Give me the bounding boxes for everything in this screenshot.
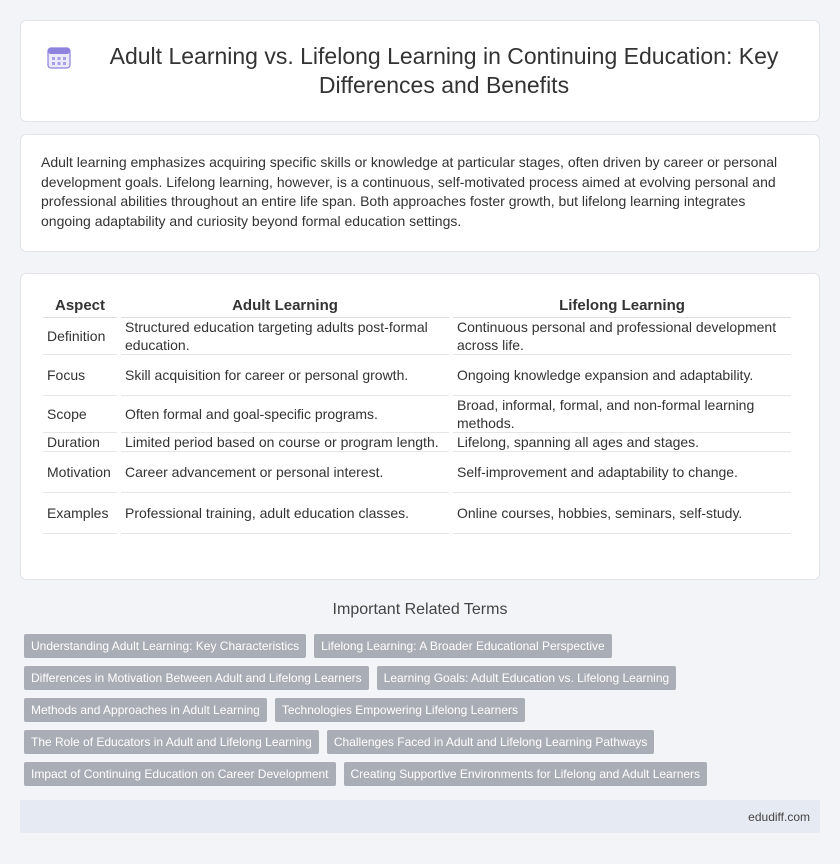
intro-paragraph: Adult learning emphasizes acquiring specific skills or knowledge at particular stages, often driven by career or personal development goals. Lifelong learning, however, is a continuous, self-motivated process aimed at evolving personal and professional abilities throughout an entire life span. Both approaches foster growth, but lifelong learning integrates ongoing adaptability and curiosity beyond formal education settings. xyxy=(41,154,778,229)
title-card xyxy=(20,20,820,122)
table-cell: Focus xyxy=(43,355,117,396)
related-term-tag[interactable]: The Role of Educators in Adult and Lifelong Learning xyxy=(24,730,319,754)
footer xyxy=(20,800,820,833)
tag-row xyxy=(24,634,824,658)
related-term-tag[interactable]: Creating Supportive Environments for Lifelong and Adult Learners xyxy=(344,762,708,786)
table-row xyxy=(43,355,791,396)
header-adult-learning: Adult Learning xyxy=(121,294,449,318)
related-term-tag[interactable]: Technologies Empowering Lifelong Learners xyxy=(275,698,525,722)
related-terms-tags xyxy=(24,634,824,794)
footer-site-link[interactable]: edudiff.com xyxy=(748,810,810,824)
table-cell: Broad, informal, formal, and non-formal learning methods. xyxy=(453,396,791,433)
table-cell: Motivation xyxy=(43,452,117,493)
table-cell: Career advancement or personal interest. xyxy=(121,452,449,493)
table-cell: Limited period based on course or program length. xyxy=(121,433,449,452)
tag-row xyxy=(24,762,824,786)
table-row xyxy=(43,493,791,534)
comparison-table-card xyxy=(20,273,820,580)
table-cell: Online courses, hobbies, seminars, self-study. xyxy=(453,493,791,534)
table-row xyxy=(43,452,791,493)
table-cell: Definition xyxy=(43,318,117,355)
intro-card xyxy=(20,134,820,252)
table-row xyxy=(43,396,791,433)
comparison-table xyxy=(39,294,795,534)
related-term-tag[interactable]: Differences in Motivation Between Adult and Lifelong Learners xyxy=(24,666,369,690)
related-terms-title: Important Related Terms xyxy=(332,601,508,618)
tag-row xyxy=(24,730,824,754)
related-term-tag[interactable]: Understanding Adult Learning: Key Characteristics xyxy=(24,634,306,658)
tag-row xyxy=(24,666,824,690)
table-cell: Often formal and goal-specific programs. xyxy=(121,396,449,433)
table-cell: Ongoing knowledge expansion and adaptability. xyxy=(453,355,791,396)
tag-row xyxy=(24,698,824,722)
header-aspect: Aspect xyxy=(43,294,117,318)
related-term-tag[interactable]: Methods and Approaches in Adult Learning xyxy=(24,698,267,722)
table-cell: Skill acquisition for career or personal growth. xyxy=(121,355,449,396)
table-header-row xyxy=(43,294,791,318)
table-cell: Lifelong, spanning all ages and stages. xyxy=(453,433,791,452)
table-cell: Structured education targeting adults post-formal education. xyxy=(121,318,449,355)
header-lifelong-learning: Lifelong Learning xyxy=(453,294,791,318)
table-cell: Duration xyxy=(43,433,117,452)
table-cell: Scope xyxy=(43,396,117,433)
table-cell: Self-improvement and adaptability to change. xyxy=(453,452,791,493)
table-cell: Continuous personal and professional development across life. xyxy=(453,318,791,355)
table-cell: Examples xyxy=(43,493,117,534)
related-term-tag[interactable]: Impact of Continuing Education on Career Development xyxy=(24,762,336,786)
table-row xyxy=(43,433,791,452)
table-cell: Professional training, adult education classes. xyxy=(121,493,449,534)
table-row xyxy=(43,318,791,355)
related-term-tag[interactable]: Lifelong Learning: A Broader Educational Perspective xyxy=(314,634,612,658)
related-term-tag[interactable]: Learning Goals: Adult Education vs. Lifelong Learning xyxy=(377,666,677,690)
page-title: Adult Learning vs. Lifelong Learning in Continuing Education: Key Differences and Benefits xyxy=(109,43,779,98)
calendar-icon xyxy=(46,44,72,70)
related-term-tag[interactable]: Challenges Faced in Adult and Lifelong Learning Pathways xyxy=(327,730,655,754)
